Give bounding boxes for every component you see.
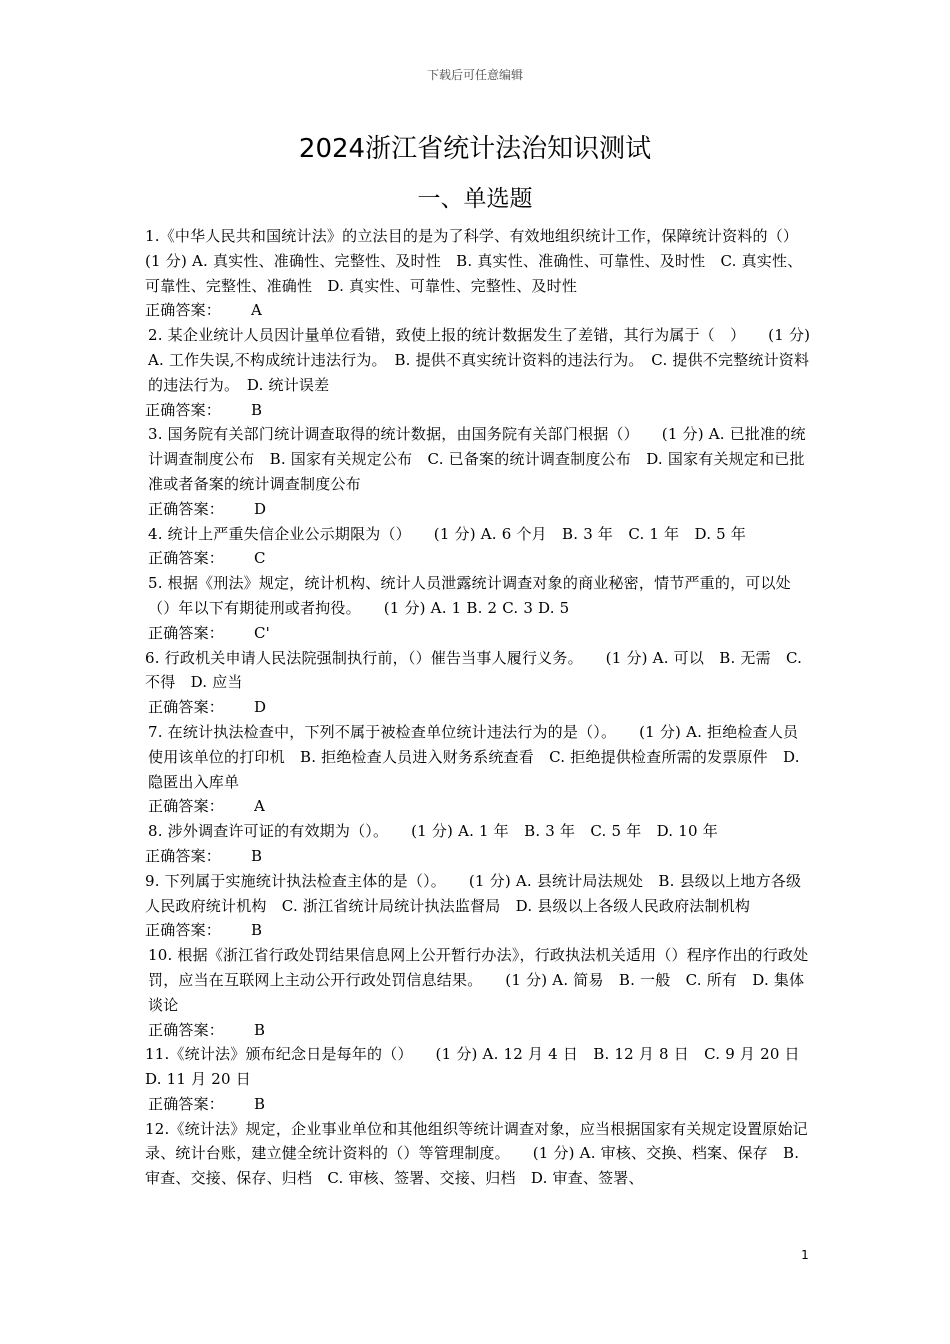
question-7: 7. 在统计执法检查中，下列不属于被检查单位统计违法行为的是（）。 (1 分) A. 拒绝检查人员使用该单位的打印机 B. 拒绝检查人员进入财务系统查看 C. 拒绝提供检查所需的发票原件 D. 隐匿出入库单 [148, 722, 800, 791]
answer-value: C' [254, 623, 271, 642]
answer-label: 正确答案： [148, 698, 225, 717]
question-10: 10. 根据《浙江省行政处罚结果信息网上公开暂行办法》，行政执法机关适用（）程序作出的行政处罚，应当在互联网上主动公开行政处罚信息结果。 (1 分) A. 简易 B. 一般 C. 所有 D. 集体谈论 [148, 946, 809, 1014]
question-list [145, 224, 822, 1191]
answer-label: 正确答案： [148, 1020, 225, 1039]
section-heading: 一、单选题 [417, 186, 533, 212]
answer-11 [145, 1092, 811, 1117]
question-3: 3. 国务院有关部门统计调查取得的统计数据，由国务院有关部门根据（） (1 分) A. 已批准的统计调查制度公布 B. 国家有关规定公布 C. 已备案的统计调查制度公布 D. 国家有关规定和已批准或者备案的统计调查制度公布 [148, 425, 806, 493]
answer-3 [145, 497, 811, 522]
answer-label: 正确答案： [145, 400, 222, 419]
question-4: 4. 统计上严重失信企业公示期限为（） (1 分) A. 6 个月 B. 3 年 C. 1 年 D. 5 年 [148, 524, 747, 543]
answer-5 [145, 621, 811, 646]
question-5: 5. 根据《刑法》规定，统计机构、统计人员泄露统计调查对象的商业秘密，情节严重的，可以处（）年以下有期徒刑或者拘役。 (1 分) A. 1 B. 2 C. 3 D. 5 [148, 574, 791, 617]
answer-10 [145, 1018, 811, 1043]
answer-8 [145, 844, 811, 869]
question-1: 1.《中华人民共和国统计法》的立法目的是为了科学、有效地组织统计工作，保障统计资料的（） (1 分) A. 真实性、准确性、完整性、及时性 B. 真实性、准确性、可靠性、及时性 C. 真实性、可靠性、完整性、准确性 D. 真实性、可靠性、完整性、及时性 [145, 227, 822, 295]
answer-label: 正确答案： [148, 549, 225, 568]
question-9: 9. 下列属于实施统计执法检查主体的是（）。 (1 分) A. 县统计局法规处 B. 县级以上地方各级人民政府统计机构 C. 浙江省统计局统计执法监督局 D. 县级以上各级人民政府法制机构 [145, 871, 802, 915]
answer-value: B [254, 1020, 266, 1039]
answer-label: 正确答案： [145, 301, 222, 320]
answer-4 [145, 546, 811, 571]
answer-value: C [254, 549, 266, 568]
answer-value: B [251, 846, 263, 865]
question-2: 2. 某企业统计人员因计量单位看错，致使上报的统计数据发生了差错，其行为属于（ ） (1 分) A. 工作失误,不构成统计违法行为。 B. 提供不真实统计资料的违法行为。 C. 提供不完整统计资料的违法行为。 D. 统计误差 [148, 326, 811, 394]
answer-value: A [254, 797, 266, 816]
answer-label: 正确答案： [148, 623, 225, 642]
question-8: 8. 涉外调查许可证的有效期为（）。 (1 分) A. 1 年 B. 3 年 C. 5 年 D. 10 年 [148, 822, 718, 841]
answer-1 [145, 298, 811, 323]
answer-value: B [254, 1094, 266, 1113]
answer-7 [145, 794, 811, 819]
answer-2 [145, 398, 811, 423]
answer-value: D [254, 499, 267, 518]
question-11: 11.《统计法》颁布纪念日是每年的（） (1 分) A. 12 月 4 日 B. 12 月 8 日 C. 9 月 20 日 D. 11 月 20 日 [145, 1045, 815, 1089]
page-title: 2024浙江省统计法治知识测试 [298, 134, 652, 164]
answer-label: 正确答案： [148, 797, 225, 816]
page-number: 1 [801, 1248, 809, 1262]
answer-label: 正确答案： [148, 499, 225, 518]
question-12: 12.《统计法》规定，企业事业单位和其他组织等统计调查对象，应当根据国家有关规定设置原始记录、统计台账，建立健全统计资料的（）等管理制度。 (1 分) A. 审核、交换、档案、保存 B. 审查、交接、保存、归档 C. 审核、签署、交接、归档 D. 审查、签署、 [145, 1119, 808, 1188]
answer-label: 正确答案： [145, 921, 222, 940]
answer-value: A [251, 301, 263, 320]
answer-label: 正确答案： [148, 1094, 225, 1113]
question-6: 6. 行政机关申请人民法院强制执行前，（）催告当事人履行义务。 (1 分) A. 可以 B. 无需 C. 不得 D. 应当 [145, 648, 803, 692]
answer-value: D [254, 698, 267, 717]
answer-6 [145, 695, 811, 720]
answer-label: 正确答案： [145, 846, 222, 865]
answer-value: B [251, 921, 263, 940]
answer-value: B [251, 400, 263, 419]
page-header: 下载后可任意编辑 [426, 68, 523, 82]
answer-9 [145, 918, 811, 943]
